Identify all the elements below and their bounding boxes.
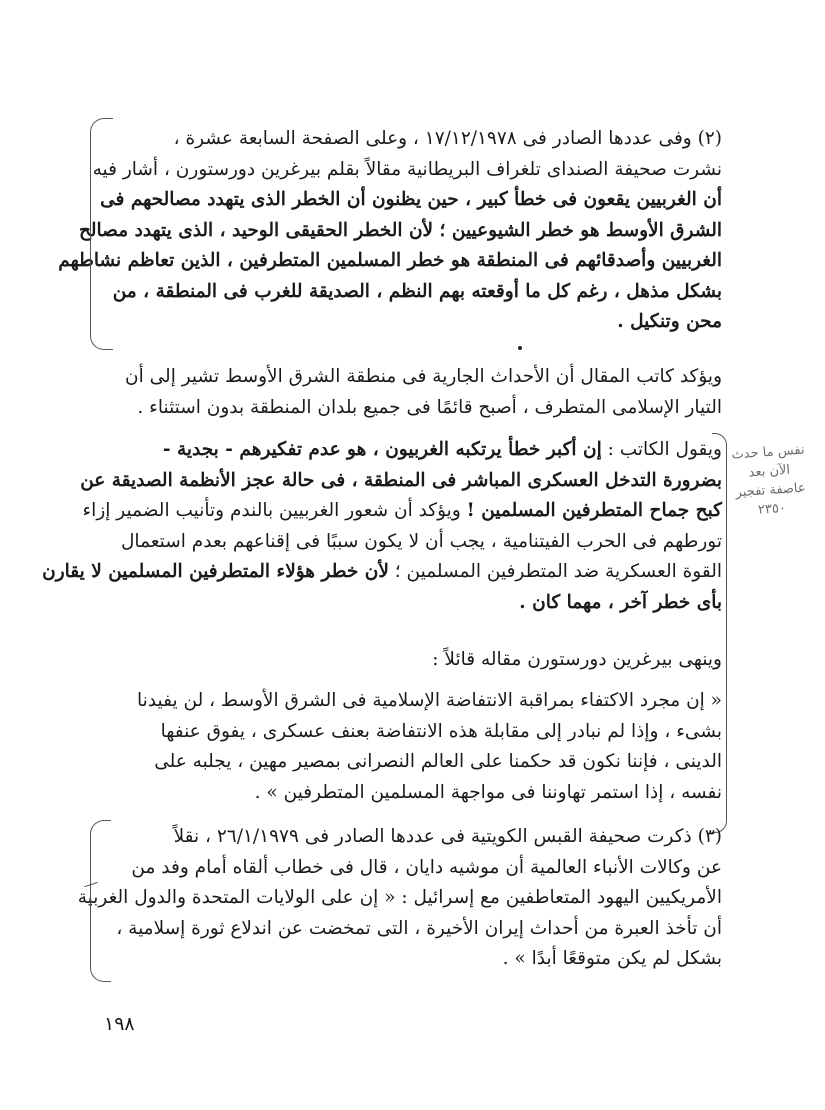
text-line: تورطهم فى الحرب الفيتنامية ، يجب أن لا يكون سببًا فى إقناعهم بعدم استعمال xyxy=(120,530,722,552)
page-number: ١٩٨ xyxy=(104,1013,135,1035)
text-line: بشىء ، وإذا لم نبادر إلى مقابلة هذه الانتفاضة بعنف عسكرى ، يفوق عنفها xyxy=(160,720,722,742)
handwritten-margin-note xyxy=(719,440,820,523)
text-line: « إن مجرد الاكتفاء بمراقبة الانتفاضة الإسلامية فى الشرق الأوسط ، لن يفيدنا xyxy=(137,690,722,711)
text-line: (٣) ذكرت صحيفة القبس الكويتية فى عددها الصادر فى ٢٦/١/١٩٧٩ ، نقلاً xyxy=(173,826,722,847)
note-line: عاصفة تفجير xyxy=(735,480,807,501)
paragraph-2 xyxy=(58,124,722,338)
note-line: ٢٣٥٠ xyxy=(757,500,787,518)
bold-text-span: لأن خطر هؤلاء المتطرفين المسلمين لا يقارن xyxy=(42,561,389,582)
text-line: عن وكالات الأنباء العالمية أن موشيه دايان ، قال فى خطاب ألقاه أمام وفد من xyxy=(131,856,722,878)
bold-text-line: بشكل مذهل ، رغم كل ما أوقعته بهم النظم ، الصديقة للغرب فى المنطقة ، من xyxy=(112,280,722,302)
text-line: الدينى ، فإننا نكون قد حكمنا على العالم النصرانى بمصير مهين ، يجلبه على xyxy=(154,751,722,772)
text-line: وينهى بيرغرين دورستورن مقاله قائلاً : xyxy=(432,649,722,670)
text-line: أن تأخذ العبرة من أحداث إيران الأخيرة ، التى تمخضت عن اندلاع ثورة إسلامية ، xyxy=(116,917,722,939)
text-line: نشرت صحيفة الصنداى تلغراف البريطانية مقالاً بقلم بيرغرين دورستورن ، أشار فيه xyxy=(92,158,722,180)
bold-text-span: كبح جماح المتطرفين المسلمين ! xyxy=(466,500,722,521)
text-span: ويؤكد أن شعور الغربيين بالندم وتأنيب الضمير إزاء xyxy=(82,500,461,521)
text-line: ويؤكد كاتب المقال أن الأحداث الجارية فى منطقة الشرق الأوسط تشير إلى أن xyxy=(125,366,722,387)
bold-text-span: إن أكبر خطأ يرتكبه الغربيون ، هو عدم تفكيرهم - بجدية - xyxy=(162,439,602,460)
ink-dot xyxy=(518,346,522,350)
bold-text-line: بضرورة التدخل العسكرى المباشر فى المنطقة ، فى حالة عجز الأنظمة الصديقة عن xyxy=(80,469,722,491)
paragraph-affirm xyxy=(104,362,722,423)
text-span: ويقول الكاتب : xyxy=(607,439,722,460)
text-line: نفسه ، إذا استمر تهاوننا فى مواجهة المسلمين المتطرفين » . xyxy=(254,781,722,803)
text-line: (٢) وفى عددها الصادر فى ١٧/١٢/١٩٧٨ ، وعلى الصفحة السابعة عشرة ، xyxy=(173,128,722,149)
text-line: بشكل لم يكن متوقعًا أبدًا » . xyxy=(502,948,722,969)
bold-text-line: أن الغربيين يقعون فى خطأ كبير ، حين يظنون أن الخطر الذى يتهدد مصالحهم فى xyxy=(100,189,722,210)
handwritten-bracket xyxy=(90,820,111,982)
bold-text-line: الغربيين وأصدقائهم فى المنطقة هو خطر المسلمين المتطرفين ، الذين تعاظم نشاطهم xyxy=(58,250,722,271)
paragraph-says xyxy=(42,435,722,618)
handwritten-bracket xyxy=(90,118,113,350)
bold-text-line: بأى خطر آخر ، مهما كان . xyxy=(519,591,722,613)
bold-text-line: محن وتنكيل . xyxy=(617,311,722,332)
text-line: التيار الإسلامى المتطرف ، أصبح قائمًا فى جميع بلدان المنطقة بدون استثناء . xyxy=(137,396,722,418)
text-span: القوة العسكرية ضد المتطرفين المسلمين ؛ xyxy=(394,561,722,582)
note-line: الآن بعد xyxy=(748,462,791,481)
text-line: الأمريكيين اليهود المتعاطفين مع إسرائيل : « إن على الولايات المتحدة والدول الغربية xyxy=(77,887,722,908)
paragraph-ends xyxy=(104,645,722,676)
paragraph-3 xyxy=(77,822,722,975)
bold-text-line: الشرق الأوسط هو خطر الشيوعيين ؛ لأن الخطر الحقيقى الوحيد ، الذى يتهدد مصالح xyxy=(78,219,722,241)
note-line: نفس ما حدث xyxy=(731,442,805,463)
quotation xyxy=(104,686,722,808)
